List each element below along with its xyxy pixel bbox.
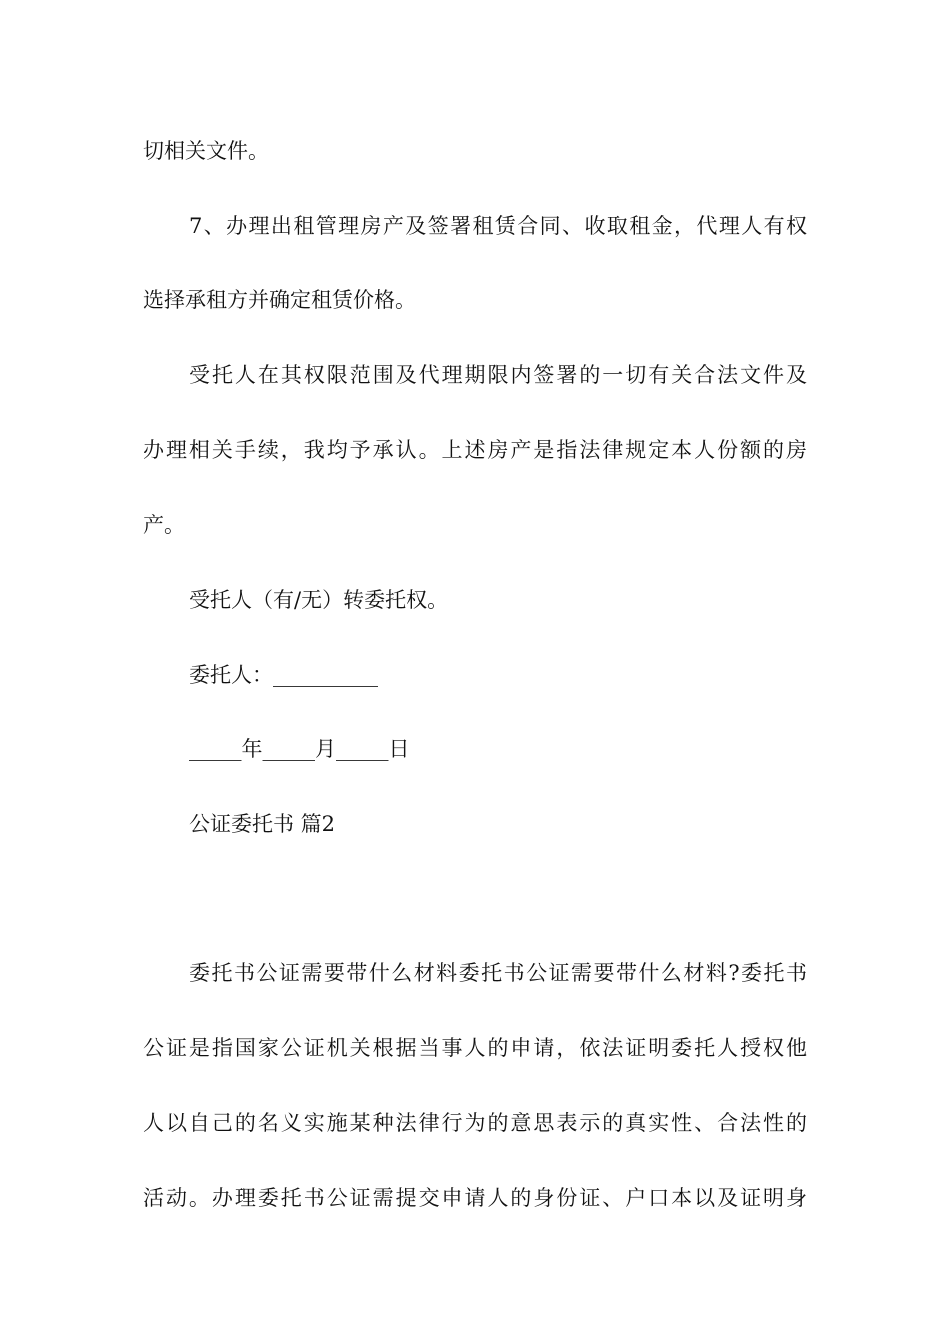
signature-line: 委托人：__________	[189, 663, 378, 687]
paragraph-line: 受托人（有/无）转委托权。	[189, 588, 449, 612]
paragraph-line: 切相关文件。	[143, 139, 269, 163]
paragraph-line: 办理相关手续，我均予承认。上述房产是指法律规定本人份额的房	[143, 438, 807, 462]
paragraph-line: 活动。办理委托书公证需提交申请人的身份证、户口本以及证明身	[143, 1186, 807, 1210]
paragraph-line: 受托人在其权限范围及代理期限内签署的一切有关合法文件及	[189, 363, 807, 387]
paragraph-line: 产。	[143, 513, 185, 537]
paragraph-line: 人以自己的名义实施某种法律行为的意思表示的真实性、合法性的	[143, 1111, 807, 1135]
section-heading: 公证委托书 篇2	[189, 812, 336, 836]
paragraph-line: 选择承租方并确定租赁价格。	[143, 288, 416, 312]
paragraph-line: 公证是指国家公证机关根据当事人的申请，依法证明委托人授权他	[143, 1036, 807, 1060]
date-line: _____年_____月_____日	[189, 737, 410, 761]
paragraph-line: 7、办理出租管理房产及签署租赁合同、收取租金，代理人有权	[189, 214, 807, 238]
paragraph-line: 委托书公证需要带什么材料委托书公证需要带什么材料?委托书	[189, 961, 807, 985]
